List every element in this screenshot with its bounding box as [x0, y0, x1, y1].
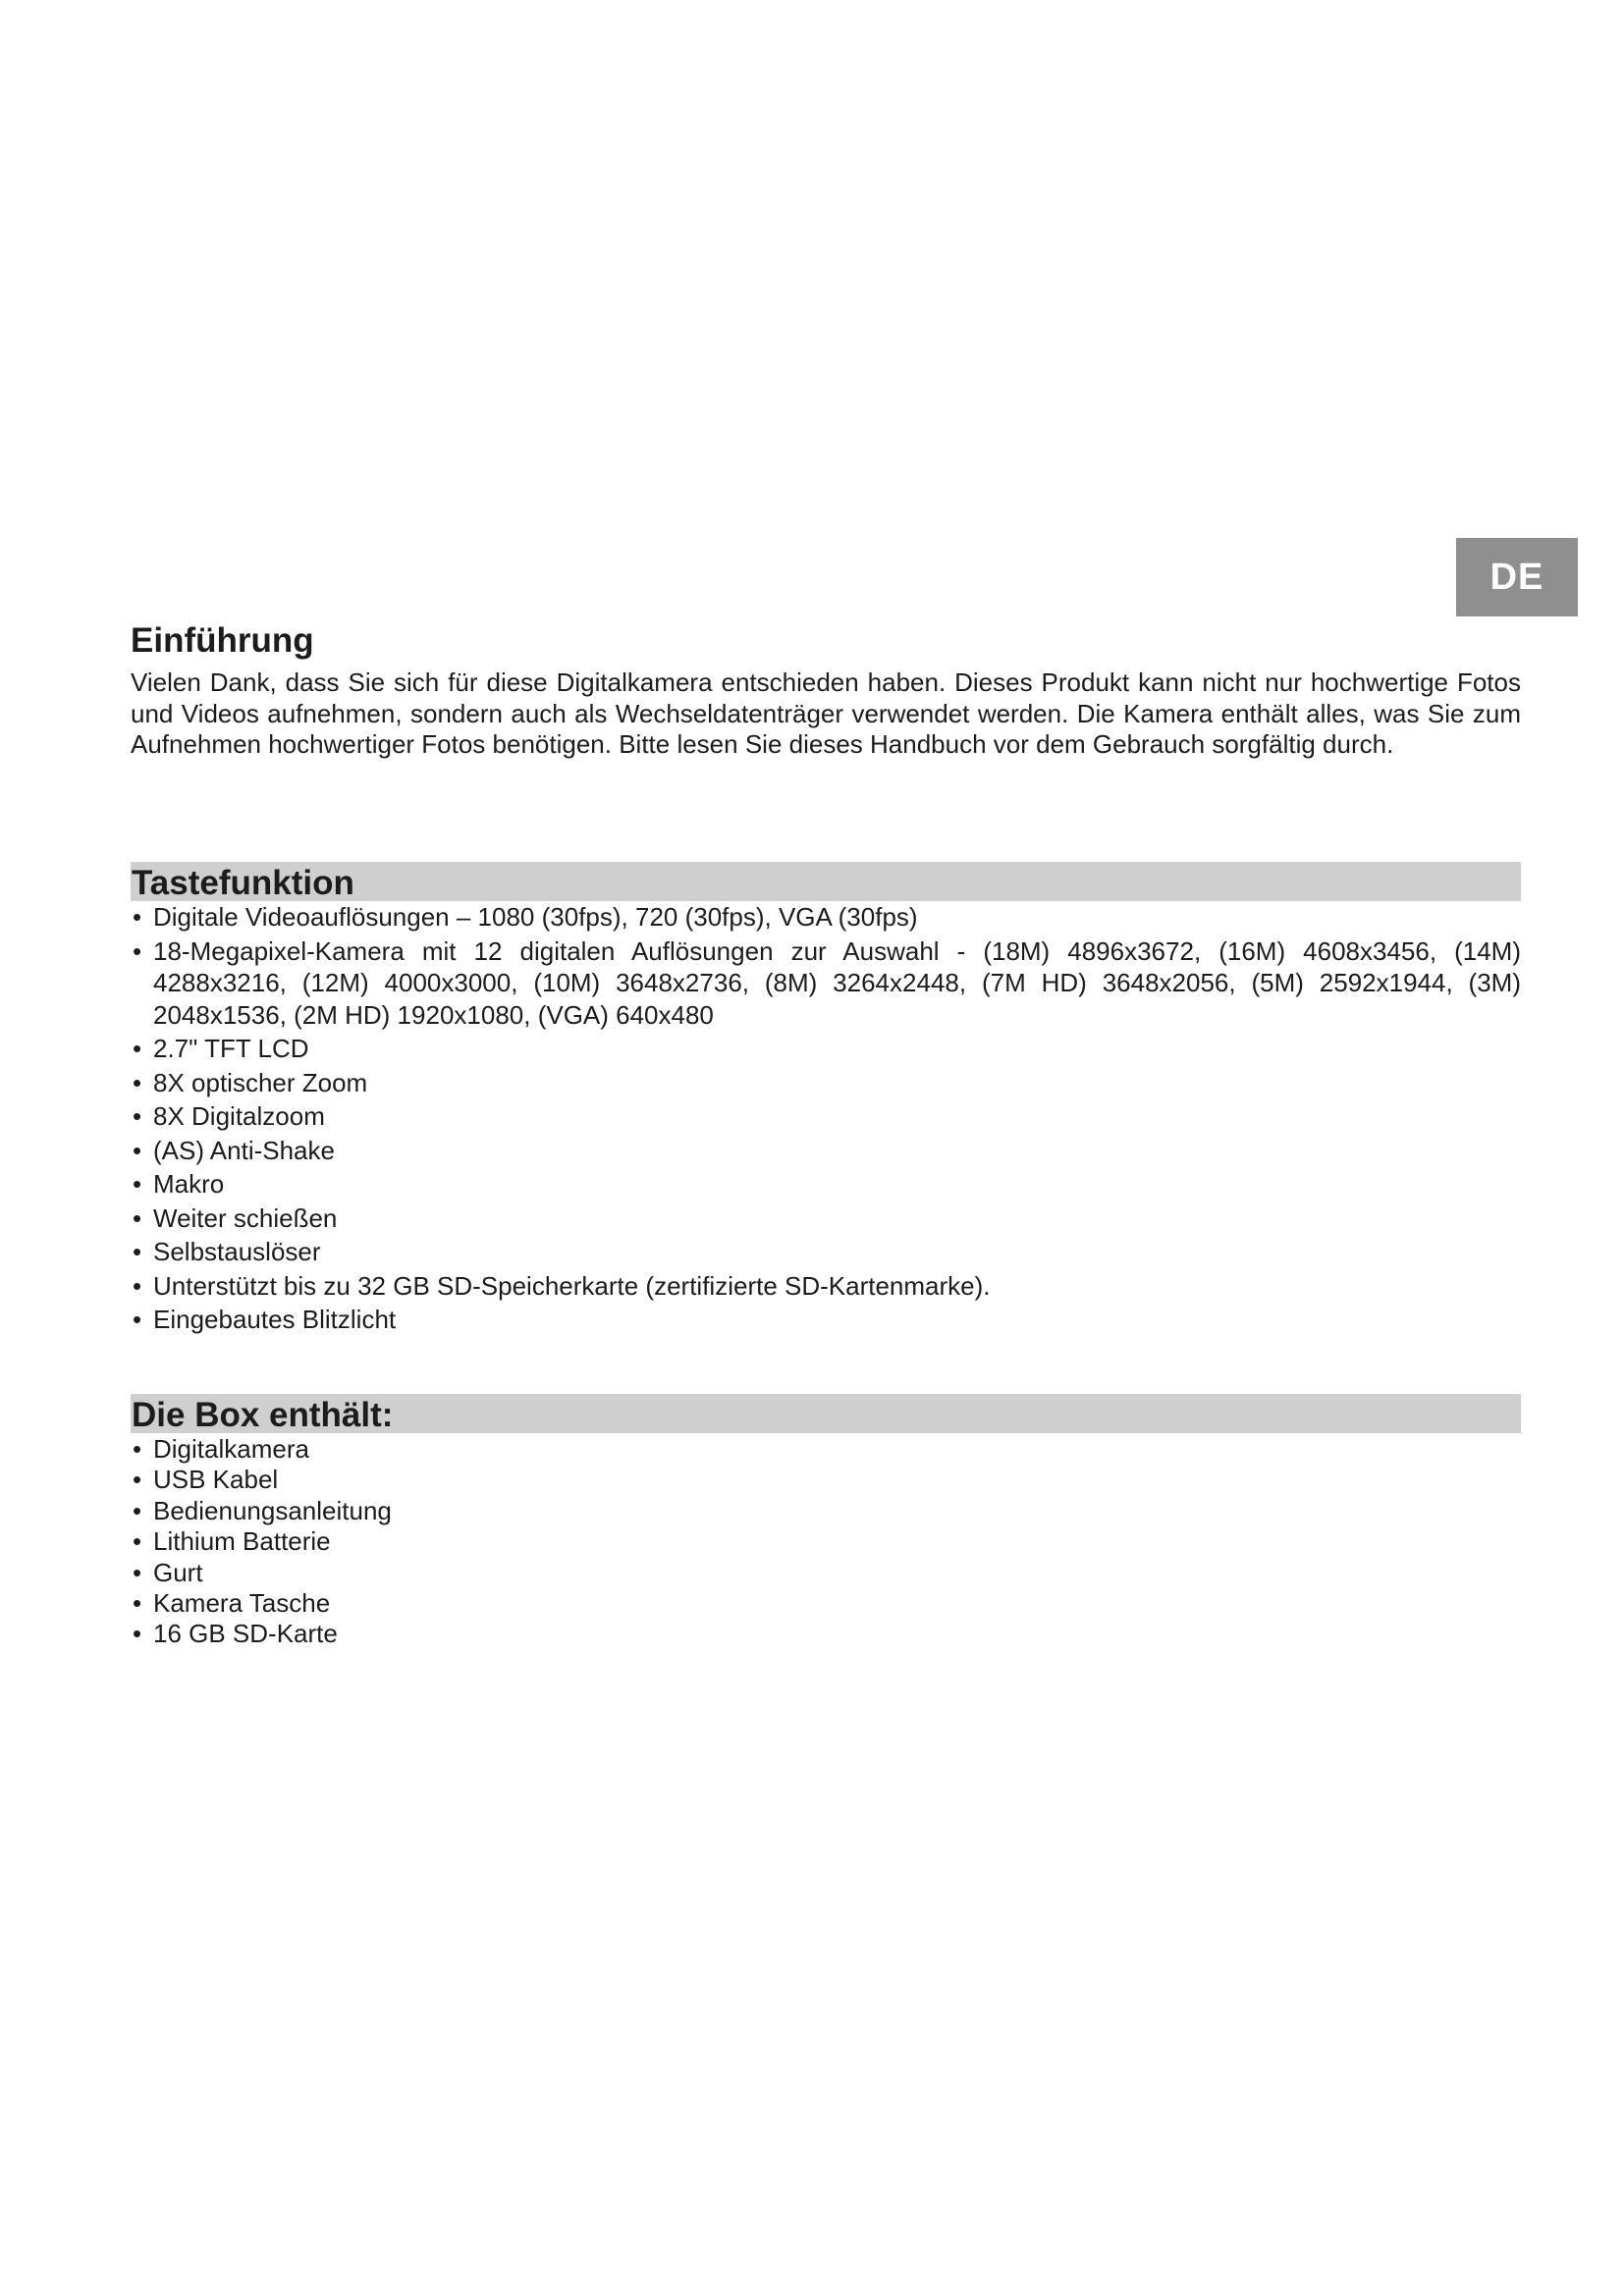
- list-item: • Makro: [131, 1168, 1521, 1201]
- features-heading: Tastefunktion: [131, 862, 1521, 901]
- features-list: [131, 901, 1521, 1338]
- list-item: • 2.7" TFT LCD: [131, 1033, 1521, 1065]
- list-item: • Gurt: [131, 1558, 1521, 1588]
- list-item: • Digitalkamera: [131, 1434, 1521, 1465]
- list-item: • (AS) Anti-Shake: [131, 1135, 1521, 1167]
- language-tab: DE: [1456, 538, 1578, 616]
- list-item: • Selbstauslöser: [131, 1236, 1521, 1268]
- list-item: • Digitale Videoauflösungen – 1080 (30fps), 720 (30fps), VGA (30fps): [131, 901, 1521, 934]
- list-item: • Weiter schießen: [131, 1202, 1521, 1235]
- list-item: • Eingebautes Blitzlicht: [131, 1304, 1521, 1336]
- list-item: • 16 GB SD-Karte: [131, 1619, 1521, 1649]
- list-item: • 18-Megapixel-Kamera mit 12 digitalen Auflösungen zur Auswahl - (18M) 4896x3672, (16M) 4608x3456, (14M) 4288x3216, (12M) 4000x3000, (10M) 3648x2736, (8M) 3264x2448, (7M HD) 3648x2056, (5M) 2592x1944, (3M) 2048x1536, (2M HD) 1920x1080, (VGA) 640x480: [131, 935, 1521, 1032]
- list-item: • USB Kabel: [131, 1465, 1521, 1495]
- list-item: • Unterstützt bis zu 32 GB SD-Speicherkarte (zertifizierte SD-Kartenmarke).: [131, 1270, 1521, 1303]
- box-contents-heading: Die Box enthält:: [131, 1394, 1521, 1433]
- list-item: • Lithium Batterie: [131, 1526, 1521, 1557]
- list-item: • 8X Digitalzoom: [131, 1100, 1521, 1133]
- list-item: • 8X optischer Zoom: [131, 1067, 1521, 1099]
- box-contents-list: [131, 1434, 1521, 1650]
- list-item: • Bedienungsanleitung: [131, 1496, 1521, 1526]
- list-item: • Kamera Tasche: [131, 1588, 1521, 1619]
- intro-paragraph: Vielen Dank, dass Sie sich für diese Digitalkamera entschieden haben. Dieses Produkt kann nicht nur hochwertige Fotos und Videos aufnehmen, sondern auch als Wechseldatenträger verwendet werden. Die Kamera enthält alles, was Sie zum Aufnehmen hochwertiger Fotos benötigen. Bitte lesen Sie dieses Handbuch vor dem Gebrauch sorgfältig durch.: [131, 667, 1521, 759]
- intro-heading: Einführung: [131, 621, 314, 660]
